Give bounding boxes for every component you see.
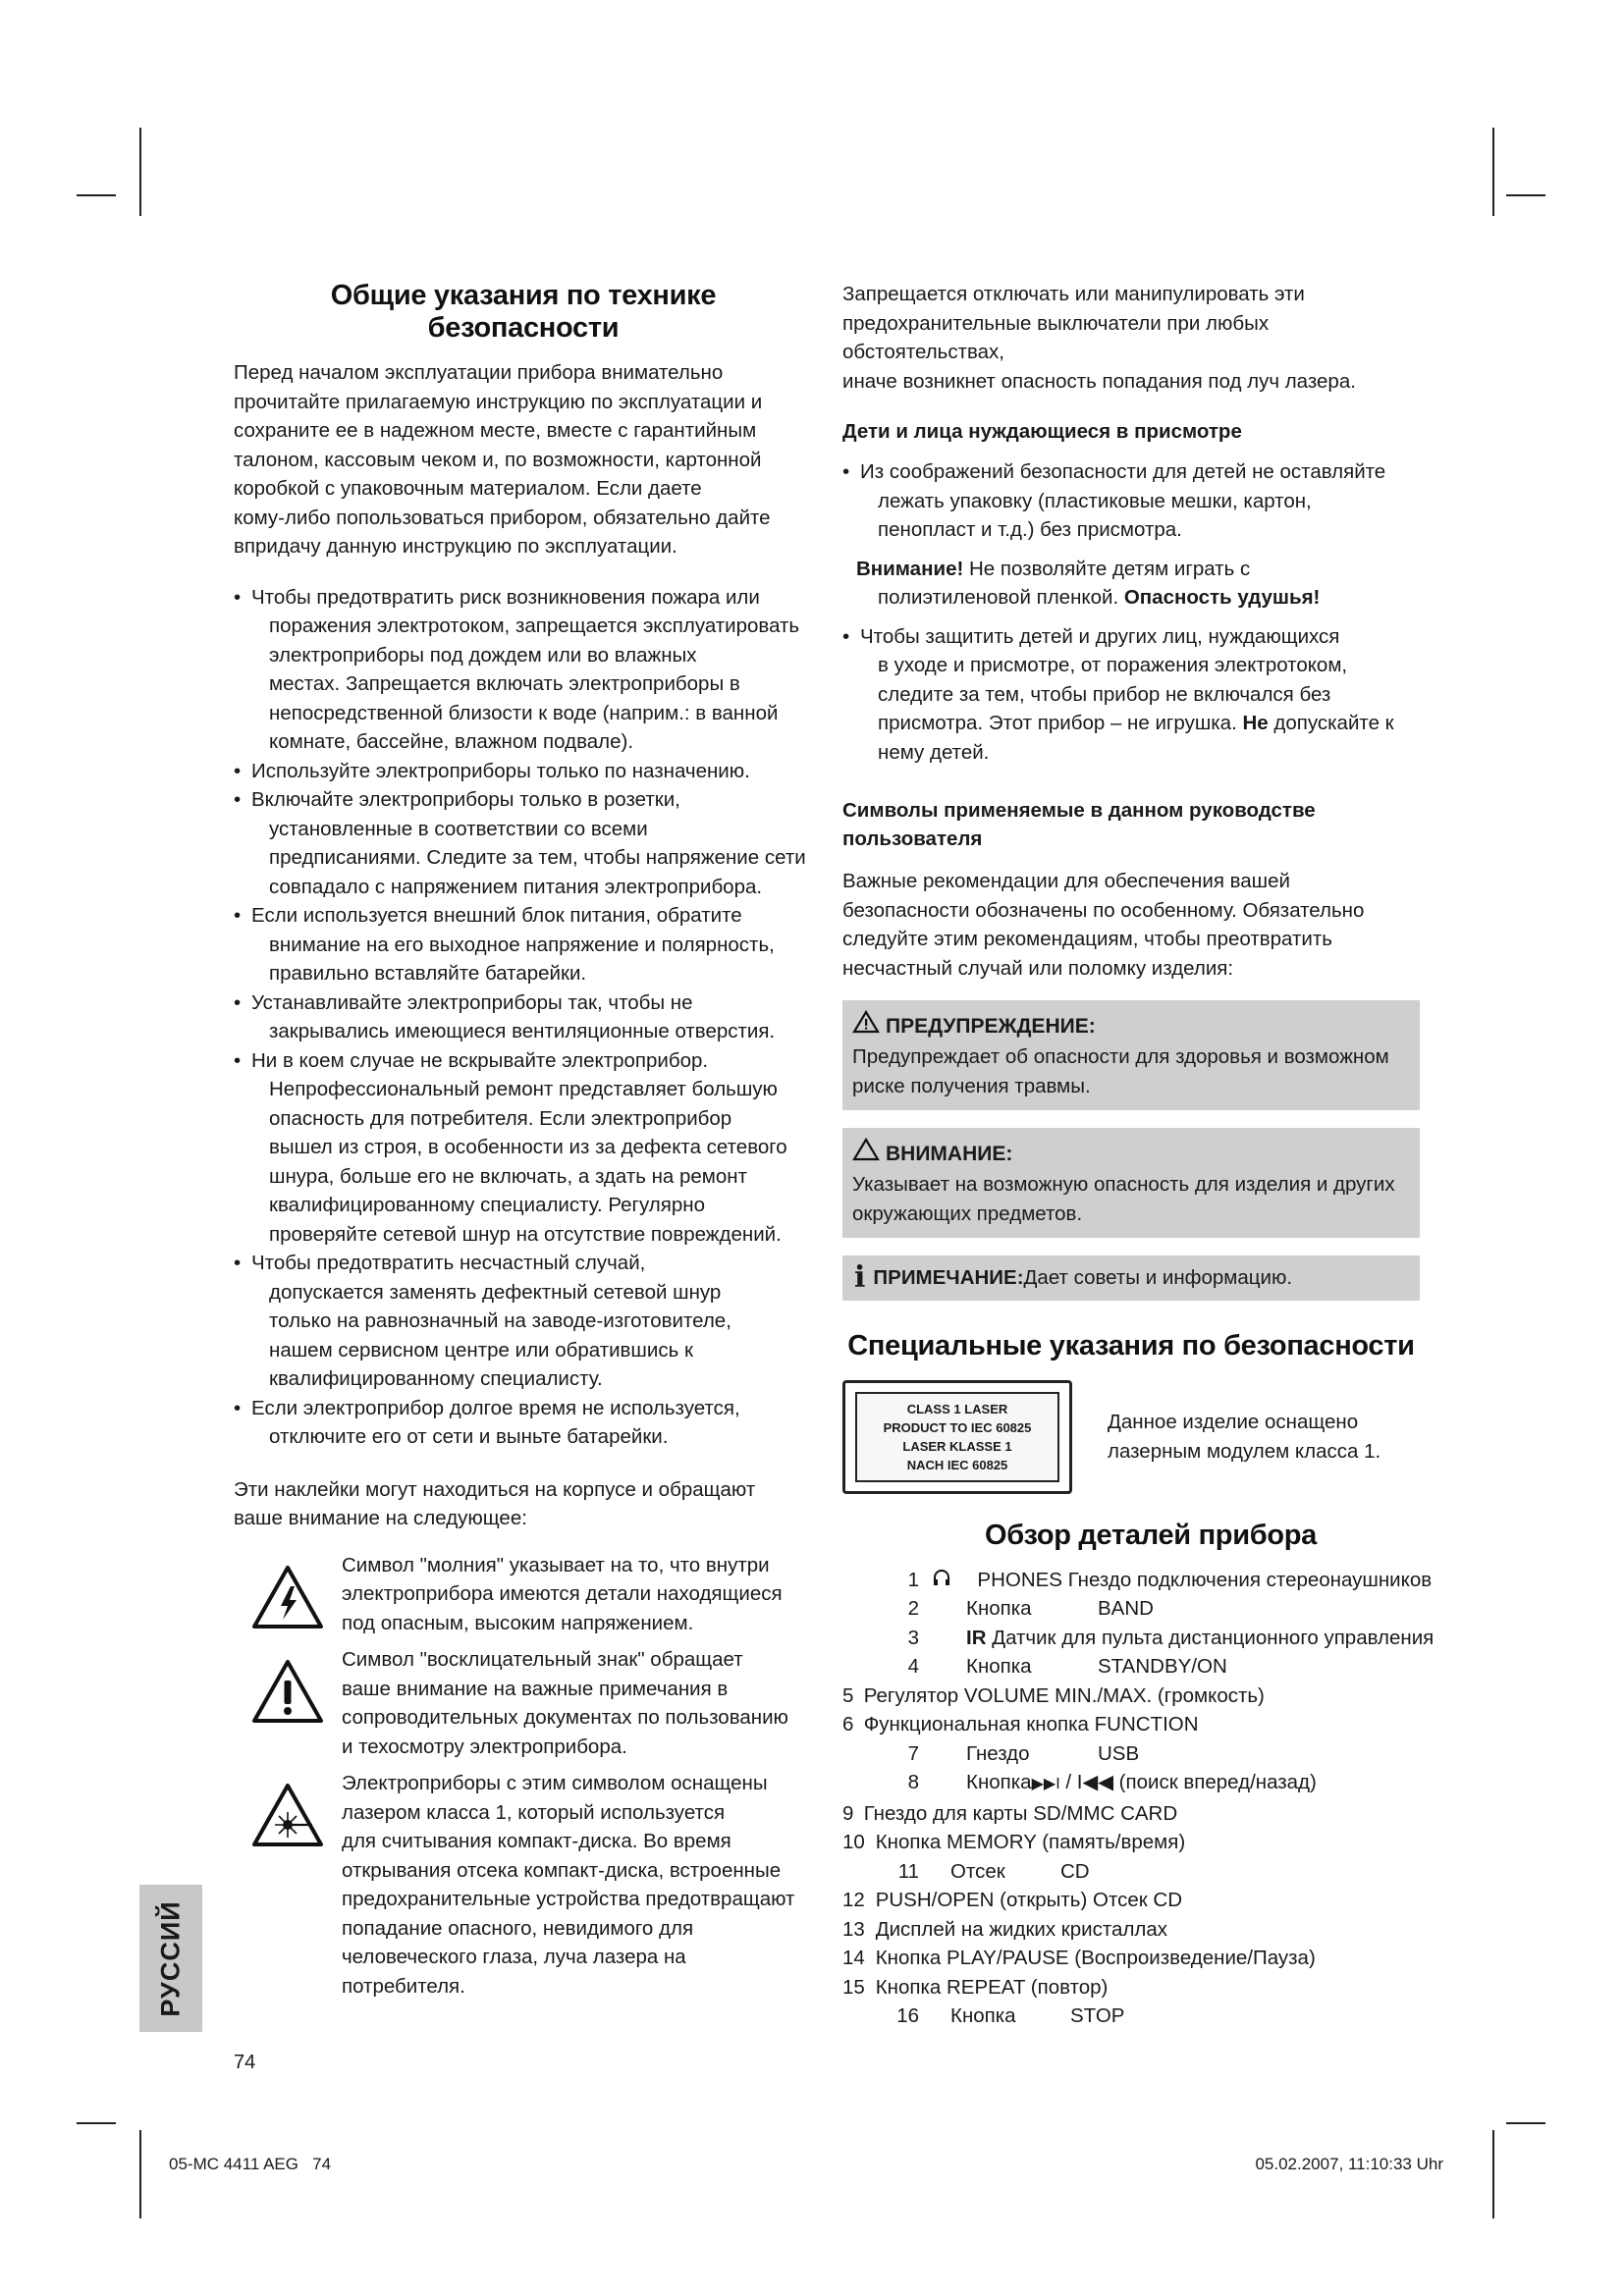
info-icon: i bbox=[854, 1260, 866, 1295]
crop-mark bbox=[1492, 2130, 1494, 2218]
symbol-laser-text: Электроприборы с этим символом оснащены лазером класса 1, который используется для считывания компакт-диска. Во время открывания отсека компакт-диска, встроенные предохранительные устройства предотвращают попадание опасного, невидимого для человеческого глаза, луча лазера на потребителя. bbox=[342, 1772, 795, 1998]
warning-box: ПРЕДУПРЕЖДЕНИЕ: Предупреждает об опасности для здоровья и возможном риске получения травмы. bbox=[842, 1000, 1420, 1110]
laser-warning-icon bbox=[234, 1769, 342, 1847]
list-item: 6 Функциональная кнопка FUNCTION bbox=[842, 1713, 1199, 1735]
right-column bbox=[842, 280, 1435, 2031]
list-item: • Чтобы предотвратить риск возникновения пожара или поражения электротоком, запрещается эксплуатировать электроприборы под дождем или во влажных местах. Запрещается включать электроприборы в непосредственной близости к воде (наприм.: в ванной комнате, бассейне, влажном подвале). bbox=[234, 585, 800, 753]
crop-mark bbox=[77, 194, 116, 196]
crop-mark bbox=[139, 128, 141, 216]
crop-mark bbox=[1506, 194, 1545, 196]
list-item: • Ни в коем случае не вскрывайте электроприбор. Непрофессиональный ремонт представляет большую опасность для потребителя. Если электроприбор вышел из строя, в особенности из за дефекта сетевого шнура, больше его не включать, а здать на ремонт квалифицированному специалисту. Регулярно проверяйте сетевой шнур на отсутствие повреждений. bbox=[234, 1048, 787, 1246]
footer-right: 05.02.2007, 11:10:33 Uhr bbox=[1255, 2155, 1443, 2173]
symbol-lightning-row bbox=[234, 1551, 813, 1638]
list-item: 8 Кнопка▶▶I / I◀◀ (поиск вперед/назад) bbox=[907, 1771, 1317, 1793]
list-item: 2 Кнопка BAND bbox=[907, 1597, 1154, 1620]
list-item: 3 IR Датчик для пульта дистанционного управления bbox=[907, 1626, 1435, 1649]
headphones-icon bbox=[925, 1566, 958, 1595]
symbols-heading: Символы применяемые в данном руководстве пользователя bbox=[842, 799, 1316, 850]
children-bullets-2 bbox=[842, 622, 1420, 768]
list-item: • Из соображений безопасности для детей не оставляйте лежать упаковку (пластиковые мешки, картон, пенопласт и т.д.) без присмотра. bbox=[842, 460, 1386, 541]
lightning-warning-icon bbox=[234, 1551, 342, 1629]
list-item: • Чтобы защитить детей и других лиц, нуждающихся в уходе и присмотре, от поражения электротоком, следите за тем, чтобы прибор не включался без присмотра. Этот прибор – не игрушка. Не допускайте к нему детей. bbox=[842, 624, 1394, 764]
special-safety-title: Специальные указания по безопасности bbox=[847, 1329, 1415, 1362]
list-item: 16 Кнопка STOP bbox=[896, 2004, 1125, 2027]
symbol-lightning-text: Символ "молния" указывает на то, что внутри электроприбора имеются детали находящиеся под опасным, высоким напряжением. bbox=[342, 1553, 783, 1634]
crop-mark bbox=[1506, 2122, 1545, 2124]
crop-mark bbox=[139, 2130, 141, 2218]
list-item: 1 PHONES Гнездо подключения стереонаушников bbox=[842, 1566, 1420, 1595]
list-item: 15 Кнопка REPEAT (повтор) bbox=[842, 1975, 1109, 1999]
overview-title: Обзор деталей прибора bbox=[984, 1519, 1318, 1551]
language-tab: РУССИЙ bbox=[139, 1885, 202, 2032]
forward-icon: ▶▶I bbox=[1031, 1776, 1060, 1792]
safety-bullets bbox=[234, 583, 813, 1452]
children-bullets bbox=[842, 457, 1420, 545]
exclamation-warning-icon bbox=[234, 1645, 342, 1724]
laser-class-label: CLASS 1 LASER PRODUCT TO IEC 60825 LASER KLASSE 1 NACH IEC 60825 bbox=[842, 1380, 1072, 1494]
stickers-intro: Эти наклейки могут находиться на корпусе и обращают ваше внимание на следующее: bbox=[234, 1477, 756, 1529]
list-item: 5 Регулятор VOLUME MIN./MAX. (громкость) bbox=[842, 1683, 1265, 1707]
parts-list bbox=[842, 1566, 1435, 2031]
list-item: 11 Отсек CD bbox=[897, 1859, 1090, 1883]
page-number: 74 bbox=[234, 2052, 256, 2073]
crop-mark bbox=[77, 2122, 116, 2124]
list-item: 4 Кнопка STANDBY/ON bbox=[907, 1655, 1227, 1678]
list-item: 13 Дисплей на жидких кристаллах bbox=[842, 1917, 1168, 1941]
list-item: 7 Гнездо USB bbox=[907, 1741, 1140, 1765]
list-item: • Включайте электроприборы только в розетки, установленные в соответствии со всеми предписаниями. Следите за тем, чтобы напряжение сети совпадало с напряжением питания электроприбора. bbox=[234, 788, 806, 898]
footer-left: 05-MC 4411 AEG 74 bbox=[169, 2155, 332, 2173]
laser-warning-paragraph: Запрещается отключать или манипулировать эти предохранительные выключатели при любых обстоятельствах, иначе возникнет опасность попадания под луч лазера. bbox=[842, 283, 1356, 393]
symbol-exclamation-row bbox=[234, 1645, 813, 1761]
list-item: • Используйте электроприборы только по назначению. bbox=[234, 759, 750, 782]
children-heading: Дети и лица нуждающиеся в присмотре bbox=[842, 420, 1242, 443]
safety-title: Общие указания по технике безопасности bbox=[330, 280, 717, 344]
caution-box: ВНИМАНИЕ: Указывает на возможную опасность для изделия и других окружающих предметов. bbox=[842, 1128, 1420, 1238]
list-item: 9 Гнездо для карты SD/MMC CARD bbox=[842, 1801, 1178, 1825]
note-box: i ПРИМЕЧАНИЕ: Дает советы и информацию. bbox=[842, 1255, 1420, 1301]
list-item: • Чтобы предотвратить несчастный случай, допускается заменять дефектный сетевой шнур только на равнозначный на заводе-изготовителе, нашем сервисном центре или обратившись к квалифицированному специалисту. bbox=[234, 1252, 731, 1390]
laser-section bbox=[842, 1380, 1420, 1494]
symbol-laser-row bbox=[234, 1769, 813, 2001]
laser-description: Данное изделие оснащено лазерным модулем класса 1. bbox=[1108, 1411, 1381, 1463]
attention-note: Внимание! Не позволяйте детям играть с полиэтиленовой пленкой. Опасность удушья! bbox=[856, 557, 1321, 609]
intro-paragraph: Перед началом эксплуатации прибора внимательно прочитайте прилагаемую инструкцию по эксплуатации и сохраните ее в надежном месте, вместе с гарантийным талоном, кассовым чеком и, по возможности, картонной коробкой с упаковочным материалом. Если даете кому-либо попользоваться прибором, обязательно дайте впридачу данную инструкцию по эксплуатации. bbox=[234, 361, 771, 558]
crop-mark bbox=[1492, 128, 1494, 216]
left-column bbox=[234, 280, 813, 2001]
list-item: • Устанавливайте электроприборы так, чтобы не закрывались имеющиеся вентиляционные отверстия. bbox=[234, 990, 776, 1042]
list-item: • Если используется внешний блок питания, обратите внимание на его выходное напряжение и полярность, правильно вставляйте батарейки. bbox=[234, 904, 775, 985]
list-item: • Если электроприбор долгое время не используется, отключите его от сети и выньте батарейки. bbox=[234, 1396, 740, 1448]
list-item: 10 Кнопка MEMORY (память/время) bbox=[842, 1831, 1186, 1853]
list-item: 12 PUSH/OPEN (открыть) Отсек CD bbox=[842, 1889, 1183, 1911]
symbol-exclamation-text: Символ "восклицательный знак" обращает ваше внимание на важные примечания в сопроводительных документах по пользованию и техосмотру электроприбора. bbox=[342, 1648, 788, 1758]
caution-triangle-icon bbox=[852, 1138, 880, 1170]
warning-triangle-icon bbox=[852, 1010, 880, 1042]
symbols-intro: Важные рекомендации для обеспечения вашей безопасности обозначены по особенному. Обязательно следуйте этим рекомендациям, чтобы преотвратить несчастный случай или поломку изделия: bbox=[842, 870, 1365, 980]
list-item: 14 Кнопка PLAY/PAUSE (Воспроизведение/Пауза) bbox=[842, 1947, 1316, 1969]
